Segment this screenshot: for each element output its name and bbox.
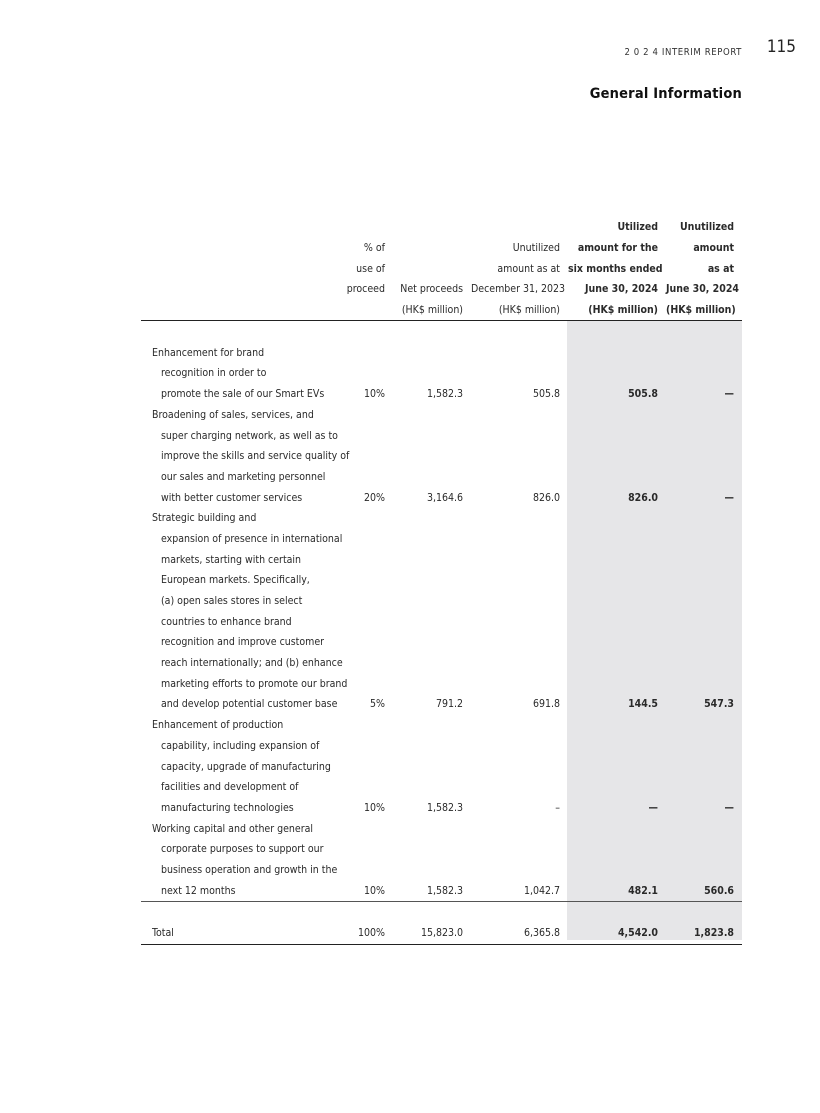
cell-unutilized-jun-2024 <box>666 508 742 529</box>
cell-description: our sales and marketing personnel <box>161 470 326 483</box>
cell-unutilized-jun-2024 <box>666 425 742 446</box>
cell-net-proceeds <box>393 342 471 363</box>
header-net-proceeds <box>393 238 471 259</box>
cell-pct-of-use <box>343 363 393 384</box>
cell-pct-of-use <box>343 591 393 612</box>
header-utilized-six-months: amount for the <box>577 242 658 255</box>
cell-net-proceeds <box>393 425 471 446</box>
cell-unutilized-jun-2024 <box>666 363 742 384</box>
cell-unutilized-jun-2024 <box>666 632 742 653</box>
cell-net-proceeds <box>393 549 471 570</box>
cell-unutilized-jun-2024 <box>666 673 742 694</box>
cell-unutilized-dec-2023 <box>471 818 568 839</box>
table-row <box>141 632 742 653</box>
cell-utilized-six-months <box>568 611 666 632</box>
cell-pct-of-use <box>343 736 393 757</box>
table-row <box>141 570 742 591</box>
cell-unutilized-jun-2024: — <box>724 801 734 814</box>
cell-unutilized-dec-2023 <box>471 673 568 694</box>
header-description <box>141 238 343 259</box>
cell-description: Enhancement of production <box>152 719 284 732</box>
cell-net-proceeds <box>393 653 471 674</box>
cell-pct-of-use <box>343 860 393 881</box>
header-description <box>141 217 343 238</box>
cell-pct-of-use <box>343 446 393 467</box>
cell-net-proceeds <box>393 611 471 632</box>
cell-pct-of-use <box>343 508 393 529</box>
header-unutilized-jun-2024: as at <box>707 262 734 275</box>
header-net-proceeds <box>393 217 471 238</box>
cell-utilized-six-months <box>568 715 666 736</box>
cell-utilized-six-months <box>568 446 666 467</box>
cell-unutilized-dec-2023: – <box>555 801 560 814</box>
cell-unutilized-dec-2023: 691.8 <box>532 698 560 711</box>
total-pct-of-use: 100% <box>343 923 393 944</box>
table-row <box>141 798 742 819</box>
cell-unutilized-jun-2024 <box>666 860 742 881</box>
cell-utilized-six-months <box>568 818 666 839</box>
cell-utilized-six-months <box>568 632 666 653</box>
cell-pct-of-use <box>343 715 393 736</box>
cell-pct-of-use <box>343 839 393 860</box>
table-row <box>141 860 742 881</box>
cell-utilized-six-months <box>568 508 666 529</box>
cell-description: recognition and improve customer <box>161 636 325 649</box>
cell-unutilized-jun-2024 <box>666 342 742 363</box>
cell-unutilized-jun-2024 <box>666 736 742 757</box>
cell-utilized-six-months <box>568 736 666 757</box>
cell-description: promote the sale of our Smart EVs <box>161 388 325 401</box>
cell-unutilized-dec-2023 <box>471 611 568 632</box>
cell-net-proceeds: 1,582.3 <box>426 801 463 814</box>
cell-pct-of-use <box>343 549 393 570</box>
cell-pct-of-use <box>343 342 393 363</box>
table-row <box>141 384 742 405</box>
cell-utilized-six-months: — <box>648 801 658 814</box>
table-row <box>141 591 742 612</box>
table-row <box>141 405 742 426</box>
cell-net-proceeds <box>393 860 471 881</box>
header-pct-of-use: use of <box>356 262 385 275</box>
cell-unutilized-jun-2024 <box>666 611 742 632</box>
cell-unutilized-jun-2024 <box>666 777 742 798</box>
cell-net-proceeds <box>393 715 471 736</box>
cell-pct-of-use: 20% <box>364 491 385 504</box>
cell-net-proceeds <box>393 756 471 777</box>
cell-description: and develop potential customer base <box>161 698 338 711</box>
header-utilized-six-months: Utilized <box>617 221 658 234</box>
cell-unutilized-dec-2023 <box>471 839 568 860</box>
cell-unutilized-jun-2024 <box>666 405 742 426</box>
cell-description: facilities and development of <box>161 781 299 794</box>
cell-pct-of-use: 10% <box>364 801 385 814</box>
header-row <box>141 300 742 321</box>
cell-unutilized-jun-2024 <box>666 653 742 674</box>
cell-description: super charging network, as well as to <box>161 429 338 442</box>
cell-net-proceeds <box>393 777 471 798</box>
total-utilized-six-months: 4,542.0 <box>568 923 666 944</box>
cell-net-proceeds <box>393 736 471 757</box>
header-unutilized-jun-2024: (HK$ million) <box>666 300 742 321</box>
cell-description: business operation and growth in the <box>161 863 338 876</box>
cell-description: countries to enhance brand <box>161 615 292 628</box>
cell-utilized-six-months <box>568 363 666 384</box>
header-row <box>141 238 742 259</box>
cell-unutilized-dec-2023 <box>471 860 568 881</box>
header-description <box>141 258 343 279</box>
total-unutilized-dec-2023: 6,365.8 <box>471 923 568 944</box>
header-net-proceeds <box>393 258 471 279</box>
use-of-proceeds-table <box>141 217 742 945</box>
cell-pct-of-use <box>343 611 393 632</box>
cell-unutilized-dec-2023: 505.8 <box>532 388 560 401</box>
cell-utilized-six-months <box>568 756 666 777</box>
table-row <box>141 425 742 446</box>
cell-description: with better customer services <box>161 491 303 504</box>
header-pct-of-use <box>343 300 393 321</box>
cell-net-proceeds: 1,582.3 <box>426 388 463 401</box>
table-row <box>141 673 742 694</box>
table-row <box>141 756 742 777</box>
total-net-proceeds: 15,823.0 <box>393 923 471 944</box>
cell-net-proceeds <box>393 446 471 467</box>
cell-unutilized-dec-2023 <box>471 777 568 798</box>
table-row <box>141 487 742 508</box>
table-row <box>141 529 742 550</box>
cell-pct-of-use <box>343 756 393 777</box>
page-number: 115 <box>766 37 796 57</box>
cell-utilized-six-months: 826.0 <box>628 491 658 504</box>
cell-unutilized-jun-2024 <box>666 591 742 612</box>
table-row <box>141 467 742 488</box>
cell-net-proceeds: 791.2 <box>435 698 463 711</box>
cell-utilized-six-months <box>568 549 666 570</box>
table-body <box>141 321 742 944</box>
report-title: 2 0 2 4 INTERIM REPORT <box>624 47 742 58</box>
header-description <box>141 279 343 300</box>
table-row <box>141 653 742 674</box>
header-unutilized-jun-2024: Unutilized <box>679 221 734 234</box>
cell-utilized-six-months <box>568 777 666 798</box>
total-description: Total <box>141 923 343 944</box>
cell-unutilized-dec-2023 <box>471 715 568 736</box>
cell-net-proceeds <box>393 467 471 488</box>
cell-utilized-six-months <box>568 570 666 591</box>
cell-unutilized-dec-2023 <box>471 570 568 591</box>
cell-unutilized-dec-2023 <box>471 529 568 550</box>
cell-net-proceeds <box>393 632 471 653</box>
cell-pct-of-use <box>343 467 393 488</box>
cell-unutilized-dec-2023 <box>471 425 568 446</box>
header-row <box>141 258 742 279</box>
cell-unutilized-jun-2024 <box>666 756 742 777</box>
cell-description: marketing efforts to promote our brand <box>161 677 348 690</box>
cell-unutilized-jun-2024: 547.3 <box>704 698 734 711</box>
cell-unutilized-dec-2023 <box>471 736 568 757</box>
cell-description: reach internationally; and (b) enhance <box>161 657 343 670</box>
cell-unutilized-dec-2023 <box>471 405 568 426</box>
cell-description: (a) open sales stores in select <box>161 595 303 608</box>
cell-net-proceeds <box>393 839 471 860</box>
cell-net-proceeds <box>393 405 471 426</box>
cell-pct-of-use: 5% <box>370 698 385 711</box>
table-row <box>141 508 742 529</box>
header-utilized-six-months: (HK$ million) <box>568 300 666 321</box>
cell-unutilized-dec-2023 <box>471 591 568 612</box>
cell-description: Strategic building and <box>152 512 257 525</box>
cell-pct-of-use <box>343 632 393 653</box>
cell-net-proceeds <box>393 363 471 384</box>
header-unutilized-jun-2024: June 30, 2024 <box>666 283 739 296</box>
cell-utilized-six-months <box>568 529 666 550</box>
cell-net-proceeds <box>393 591 471 612</box>
table-row <box>141 880 742 901</box>
header-unutilized-dec-2023: (HK$ million) <box>471 300 568 321</box>
header-description <box>141 300 343 321</box>
header-utilized-six-months: June 30, 2024 <box>585 283 658 296</box>
table-row <box>141 736 742 757</box>
table-header <box>141 217 742 321</box>
cell-pct-of-use <box>343 818 393 839</box>
cell-description: improve the skills and service quality of <box>161 450 350 463</box>
cell-unutilized-jun-2024 <box>666 467 742 488</box>
cell-net-proceeds <box>393 529 471 550</box>
cell-net-proceeds <box>393 673 471 694</box>
cell-unutilized-dec-2023: 826.0 <box>532 491 560 504</box>
cell-pct-of-use <box>343 425 393 446</box>
header-utilized-six-months: six months ended <box>568 262 663 275</box>
cell-utilized-six-months <box>568 653 666 674</box>
cell-description: Enhancement for brand <box>152 346 265 359</box>
cell-net-proceeds <box>393 508 471 529</box>
cell-utilized-six-months <box>568 860 666 881</box>
cell-pct-of-use <box>343 529 393 550</box>
header-unutilized-dec-2023: December 31, 2023 <box>471 283 566 296</box>
cell-unutilized-dec-2023 <box>471 632 568 653</box>
cell-pct-of-use <box>343 405 393 426</box>
cell-unutilized-dec-2023 <box>471 756 568 777</box>
total-row <box>141 923 742 944</box>
cell-unutilized-dec-2023 <box>471 446 568 467</box>
table-row <box>141 818 742 839</box>
cell-utilized-six-months <box>568 839 666 860</box>
cell-unutilized-jun-2024: 560.6 <box>666 880 742 901</box>
header-pct-of-use: proceed <box>346 283 385 296</box>
cell-description: markets, starting with certain <box>161 553 302 566</box>
cell-net-proceeds <box>393 818 471 839</box>
cell-unutilized-jun-2024 <box>666 529 742 550</box>
cell-net-proceeds: 1,582.3 <box>393 880 471 901</box>
cell-pct-of-use: 10% <box>343 880 393 901</box>
header-pct-of-use <box>343 217 393 238</box>
cell-description: European markets. Specifically, <box>161 574 310 587</box>
cell-unutilized-dec-2023 <box>471 549 568 570</box>
cell-unutilized-jun-2024 <box>666 570 742 591</box>
table-row <box>141 777 742 798</box>
cell-utilized-six-months <box>568 425 666 446</box>
cell-unutilized-jun-2024: — <box>724 388 734 401</box>
cell-description: expansion of presence in international <box>161 532 343 545</box>
header-pct-of-use: % of <box>363 242 385 255</box>
cell-unutilized-dec-2023 <box>471 363 568 384</box>
cell-description: Working capital and other general <box>152 822 314 835</box>
table-row <box>141 715 742 736</box>
cell-pct-of-use <box>343 777 393 798</box>
cell-description: next 12 months <box>141 880 343 901</box>
cell-description: capacity, upgrade of manufacturing <box>161 760 331 773</box>
cell-description: manufacturing technologies <box>161 801 294 814</box>
cell-description: recognition in order to <box>161 367 267 380</box>
cell-unutilized-jun-2024 <box>666 446 742 467</box>
table-row <box>141 549 742 570</box>
cell-utilized-six-months: 505.8 <box>628 388 658 401</box>
total-unutilized-jun-2024: 1,823.8 <box>666 923 742 944</box>
header-unutilized-dec-2023: amount as at <box>497 262 560 275</box>
cell-description: capability, including expansion of <box>161 739 320 752</box>
cell-description: corporate purposes to support our <box>161 843 324 856</box>
table-row <box>141 363 742 384</box>
cell-unutilized-dec-2023 <box>471 653 568 674</box>
header-row <box>141 217 742 238</box>
table-row <box>141 611 742 632</box>
table-row <box>141 839 742 860</box>
cell-unutilized-jun-2024 <box>666 549 742 570</box>
cell-utilized-six-months <box>568 673 666 694</box>
header-unutilized-dec-2023: Unutilized <box>512 242 560 255</box>
header-row <box>141 279 742 300</box>
table-row <box>141 694 742 715</box>
cell-net-proceeds: 3,164.6 <box>426 491 463 504</box>
cell-unutilized-jun-2024 <box>666 715 742 736</box>
cell-utilized-six-months <box>568 342 666 363</box>
cell-pct-of-use <box>343 673 393 694</box>
cell-pct-of-use <box>343 570 393 591</box>
cell-unutilized-jun-2024 <box>666 839 742 860</box>
table-row <box>141 446 742 467</box>
cell-utilized-six-months: 482.1 <box>568 880 666 901</box>
header-net-proceeds: Net proceeds <box>400 283 463 296</box>
cell-unutilized-jun-2024 <box>666 818 742 839</box>
cell-utilized-six-months <box>568 467 666 488</box>
header-net-proceeds: (HK$ million) <box>393 300 471 321</box>
cell-net-proceeds <box>393 570 471 591</box>
section-title: General Information <box>589 86 742 102</box>
cell-unutilized-dec-2023 <box>471 467 568 488</box>
cell-unutilized-dec-2023 <box>471 342 568 363</box>
cell-pct-of-use: 10% <box>364 388 385 401</box>
spacer-row <box>141 321 742 343</box>
cell-description: Broadening of sales, services, and <box>152 408 314 421</box>
cell-utilized-six-months <box>568 405 666 426</box>
cell-unutilized-dec-2023 <box>471 508 568 529</box>
cell-pct-of-use <box>343 653 393 674</box>
header-unutilized-jun-2024: amount <box>693 242 734 255</box>
cell-unutilized-dec-2023: 1,042.7 <box>471 880 568 901</box>
cell-utilized-six-months: 144.5 <box>628 698 658 711</box>
header-unutilized-dec-2023 <box>471 217 568 238</box>
cell-utilized-six-months <box>568 591 666 612</box>
table-row <box>141 342 742 363</box>
spacer-row <box>141 902 742 924</box>
cell-unutilized-jun-2024: — <box>724 491 734 504</box>
